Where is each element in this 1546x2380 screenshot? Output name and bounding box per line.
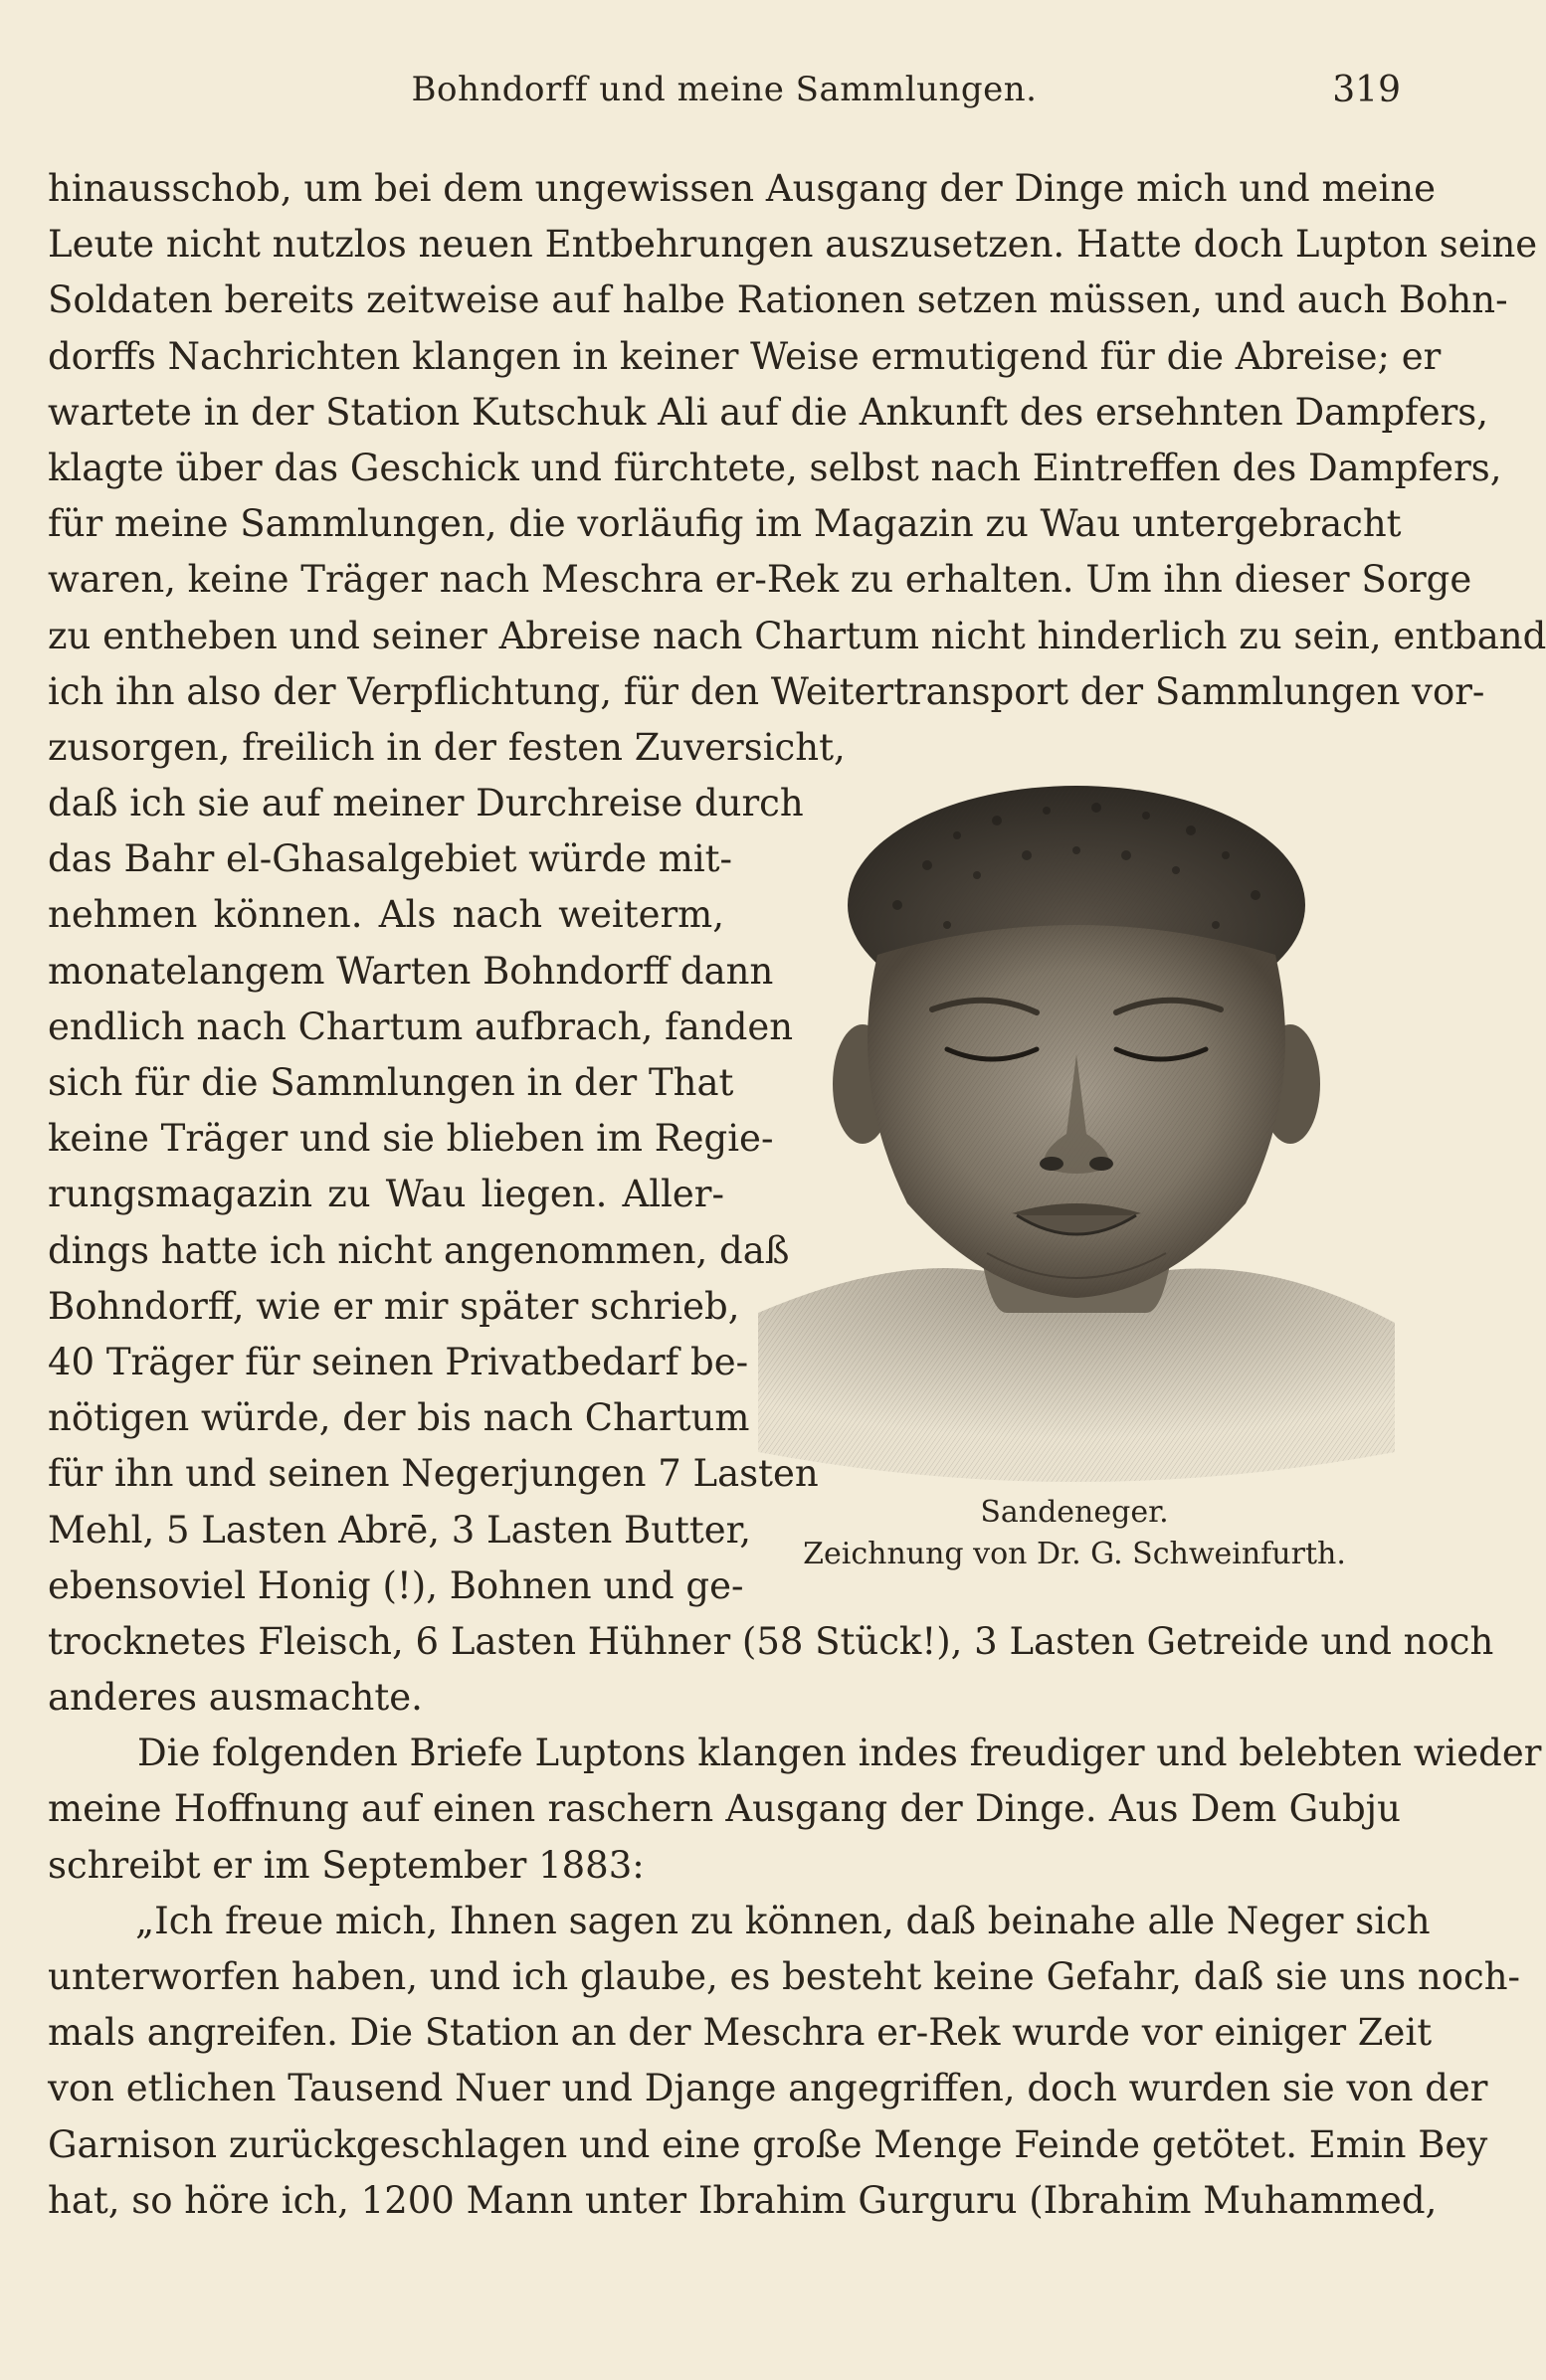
quote-line: hat, so höre ich, 1200 Mann unter Ibrahim Gurguru (Ibrahim Muhammed, [48, 2178, 1438, 2222]
text-line: Leute nicht nutzlos neuen Entbehrungen auszusetzen. Hatte doch Lupton seine [48, 223, 1538, 267]
text-line: anderes ausmachte. [48, 1676, 423, 1720]
text-line: trocknetes Fleisch, 6 Lasten Hühner (58 Stück!), 3 Lasten Getreide und noch [48, 1619, 1494, 1663]
text-line: wartete in der Station Kutschuk Ali auf die Ankunft des ersehnten Dampfers, [48, 390, 1489, 434]
text-line: nehmen können. Als nach weiterm, [48, 893, 724, 937]
quote-line: mals angreifen. Die Station an der Meschra er-Rek wurde vor einiger Zeit [48, 2011, 1433, 2055]
text-line: dorffs Nachrichten klangen in keiner Weise ermutigend für die Abreise; er [48, 334, 1442, 378]
quote-line: von etlichen Tausend Nuer und Djange angegriffen, doch wurden sie von der [48, 2067, 1488, 2110]
text-line: zusorgen, freilich in der festen Zuversicht, [48, 725, 846, 769]
caption-title: Sandeneger. [980, 1495, 1169, 1530]
figure-portrait [748, 756, 1401, 1611]
portrait-engraving [748, 756, 1401, 1492]
text-line: nötigen würde, der bis nach Chartum [48, 1396, 750, 1440]
caption-credit: Zeichnung von Dr. G. Schweinfurth. [803, 1537, 1346, 1571]
text-line: das Bahr el-Ghasalgebiet würde mit- [48, 837, 733, 881]
text-line: keine Träger und sie blieben im Regie- [48, 1117, 774, 1161]
page-header [48, 70, 1401, 119]
text-line: klagte über das Geschick und fürchtete, selbst nach Eintreffen des Dampfers, [48, 446, 1502, 489]
quote-line: „Ich freue mich, Ihnen sagen zu können, daß beinahe alle Neger sich [135, 1899, 1431, 1942]
text-line: monatelangem Warten Bohndorff dann [48, 949, 774, 993]
text-line: 40 Träger für seinen Privatbedarf be- [48, 1340, 749, 1383]
quote-line: Garnison zurückgeschlagen und eine große Menge Feinde getötet. Emin Bey [48, 2122, 1488, 2166]
text-line: rungsmagazin zu Wau liegen. Aller- [48, 1173, 724, 1216]
figure-caption [748, 1492, 1401, 1575]
text-line: sich für die Sammlungen in der That [48, 1061, 734, 1104]
text-line: ich ihn also der Verpflichtung, für den Weitertransport der Sammlungen vor- [48, 669, 1485, 713]
text-line: hinausschob, um bei dem ungewissen Ausgang der Dinge mich und meine [48, 167, 1437, 210]
text-line: Soldaten bereits zeitweise auf halbe Rationen setzen müssen, und auch Bohn- [48, 278, 1508, 322]
text-line: für meine Sammlungen, die vorläufig im Magazin zu Wau untergebracht [48, 502, 1402, 546]
text-line: Mehl, 5 Lasten Abrē, 3 Lasten Butter, [48, 1508, 752, 1552]
running-title: Bohndorff und meine Sammlungen. [411, 70, 1038, 109]
text-line: meine Hoffnung auf einen raschern Ausgang der Dinge. Aus Dem Gubju [48, 1787, 1401, 1831]
text-line: ebensoviel Honig (!), Bohnen und ge- [48, 1563, 744, 1607]
text-line: dings hatte ich nicht angenommen, daß [48, 1228, 790, 1272]
text-line: schreibt er im September 1883: [48, 1843, 645, 1887]
page-number: 319 [1332, 70, 1401, 110]
text-line: endlich nach Chartum aufbrach, fanden [48, 1005, 794, 1048]
quote-line: unterworfen haben, und ich glaube, es besteht keine Gefahr, daß sie uns noch- [48, 1955, 1521, 1998]
text-line: zu entheben und seiner Abreise nach Chartum nicht hinderlich zu sein, entband [48, 614, 1546, 657]
text-line: Bohndorff, wie er mir später schrieb, [48, 1284, 740, 1328]
text-line: daß ich sie auf meiner Durchreise durch [48, 782, 804, 825]
text-line: für ihn und seinen Negerjungen 7 Lasten [48, 1452, 819, 1496]
text-line: Die folgenden Briefe Luptons klangen indes freudiger und belebten wieder [137, 1732, 1542, 1775]
text-line: waren, keine Träger nach Meschra er-Rek zu erhalten. Um ihn dieser Sorge [48, 558, 1472, 602]
